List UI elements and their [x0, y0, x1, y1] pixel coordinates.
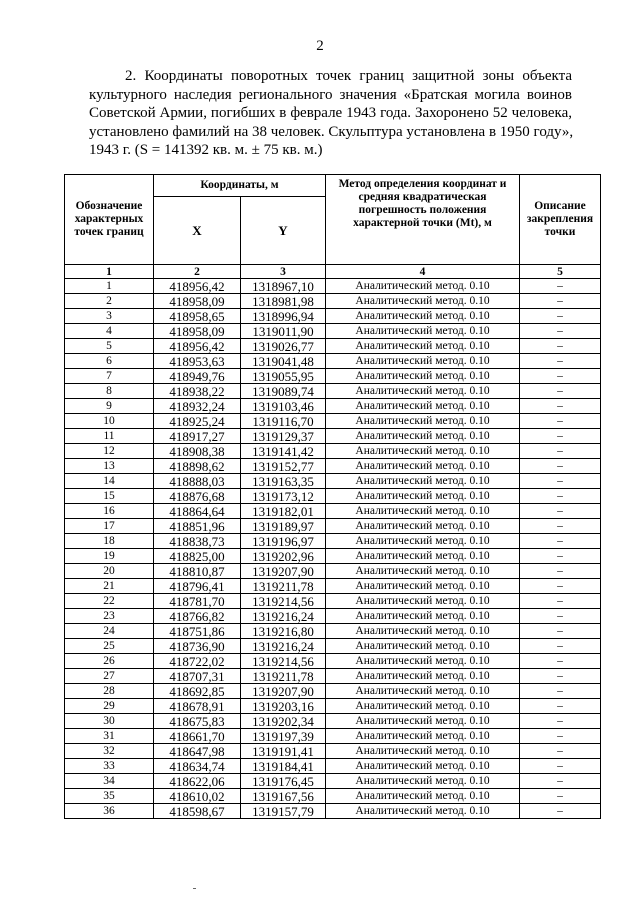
- method-cell: Аналитический метод. 0.10: [326, 564, 520, 579]
- paragraph-line: 2. Координаты поворотных точек границ защитной зоны объекта: [125, 68, 572, 84]
- description-cell: –: [520, 399, 601, 414]
- header-description: Описание закрепления точки: [520, 175, 601, 265]
- column-number: 1: [65, 265, 154, 279]
- point-number-cell: 1: [65, 279, 154, 294]
- point-number-cell: 26: [65, 654, 154, 669]
- description-cell: –: [520, 699, 601, 714]
- table-row: [65, 654, 601, 669]
- method-cell: Аналитический метод. 0.10: [326, 354, 520, 369]
- table-row: [65, 729, 601, 744]
- description-cell: –: [520, 459, 601, 474]
- y-coordinate-cell: 1319141,42: [241, 444, 326, 459]
- point-number-cell: 11: [65, 429, 154, 444]
- description-cell: –: [520, 414, 601, 429]
- x-coordinate-cell: 418953,63: [154, 354, 241, 369]
- y-coordinate-cell: 1319167,56: [241, 789, 326, 804]
- coordinates-table: [64, 174, 601, 819]
- y-coordinate-cell: 1319197,39: [241, 729, 326, 744]
- header-coordinates: Координаты, м: [154, 175, 326, 197]
- method-cell: Аналитический метод. 0.10: [326, 459, 520, 474]
- y-coordinate-cell: 1319103,46: [241, 399, 326, 414]
- description-cell: –: [520, 474, 601, 489]
- method-cell: Аналитический метод. 0.10: [326, 579, 520, 594]
- point-number-cell: 25: [65, 639, 154, 654]
- x-coordinate-cell: 418678,91: [154, 699, 241, 714]
- x-coordinate-cell: 418661,70: [154, 729, 241, 744]
- description-cell: –: [520, 804, 601, 819]
- x-coordinate-cell: 418949,76: [154, 369, 241, 384]
- description-cell: –: [520, 369, 601, 384]
- point-number-cell: 20: [65, 564, 154, 579]
- y-coordinate-cell: 1319202,96: [241, 549, 326, 564]
- method-cell: Аналитический метод. 0.10: [326, 594, 520, 609]
- table-row: [65, 384, 601, 399]
- table-row: [65, 624, 601, 639]
- method-cell: Аналитический метод. 0.10: [326, 519, 520, 534]
- table-row: [65, 489, 601, 504]
- method-cell: Аналитический метод. 0.10: [326, 669, 520, 684]
- method-cell: Аналитический метод. 0.10: [326, 309, 520, 324]
- point-number-cell: 10: [65, 414, 154, 429]
- description-cell: –: [520, 339, 601, 354]
- description-cell: –: [520, 354, 601, 369]
- y-coordinate-cell: 1319203,16: [241, 699, 326, 714]
- table-row: [65, 549, 601, 564]
- method-cell: Аналитический метод. 0.10: [326, 774, 520, 789]
- table-row: [65, 639, 601, 654]
- table-row: [65, 714, 601, 729]
- method-cell: Аналитический метод. 0.10: [326, 294, 520, 309]
- description-cell: –: [520, 579, 601, 594]
- point-number-cell: 9: [65, 399, 154, 414]
- x-coordinate-cell: 418898,62: [154, 459, 241, 474]
- x-coordinate-cell: 418956,42: [154, 279, 241, 294]
- method-cell: Аналитический метод. 0.10: [326, 504, 520, 519]
- column-number: 5: [520, 265, 601, 279]
- x-coordinate-cell: 418864,64: [154, 504, 241, 519]
- x-coordinate-cell: 418810,87: [154, 564, 241, 579]
- point-number-cell: 8: [65, 384, 154, 399]
- y-coordinate-cell: 1319163,35: [241, 474, 326, 489]
- point-number-cell: 13: [65, 459, 154, 474]
- point-number-cell: 5: [65, 339, 154, 354]
- description-cell: –: [520, 729, 601, 744]
- description-cell: –: [520, 504, 601, 519]
- column-number: 4: [326, 265, 520, 279]
- table-row: [65, 354, 601, 369]
- method-cell: Аналитический метод. 0.10: [326, 369, 520, 384]
- y-coordinate-cell: 1319211,78: [241, 579, 326, 594]
- header-designation: Обозначение характерных точек границ: [65, 175, 154, 265]
- table-body: [65, 265, 601, 819]
- column-number: 3: [241, 265, 326, 279]
- section-paragraph: [89, 67, 572, 160]
- method-cell: Аналитический метод. 0.10: [326, 609, 520, 624]
- method-cell: Аналитический метод. 0.10: [326, 384, 520, 399]
- point-number-cell: 17: [65, 519, 154, 534]
- page-number: 2: [316, 38, 324, 54]
- y-coordinate-cell: 1319214,56: [241, 654, 326, 669]
- point-number-cell: 12: [65, 444, 154, 459]
- point-number-cell: 2: [65, 294, 154, 309]
- table-row: [65, 519, 601, 534]
- description-cell: –: [520, 714, 601, 729]
- x-coordinate-cell: 418781,70: [154, 594, 241, 609]
- y-coordinate-cell: 1319182,01: [241, 504, 326, 519]
- x-coordinate-cell: 418888,03: [154, 474, 241, 489]
- x-coordinate-cell: 418851,96: [154, 519, 241, 534]
- point-number-cell: 24: [65, 624, 154, 639]
- table-row: [65, 414, 601, 429]
- description-cell: –: [520, 684, 601, 699]
- column-number: 2: [154, 265, 241, 279]
- header-method-text: Метод определения координат и средняя квадратическая погрешность положения характерной точки (Mt), м: [338, 178, 507, 229]
- point-number-cell: 27: [65, 669, 154, 684]
- x-coordinate-cell: 418838,73: [154, 534, 241, 549]
- table-row: [65, 699, 601, 714]
- description-cell: –: [520, 744, 601, 759]
- paragraph-line: установлено фамилий на 38 человек. Скульптура установлена в 1950 году»,: [89, 123, 574, 140]
- method-cell: Аналитический метод. 0.10: [326, 534, 520, 549]
- y-coordinate-cell: 1319216,24: [241, 639, 326, 654]
- point-number-cell: 36: [65, 804, 154, 819]
- table-row: [65, 789, 601, 804]
- description-cell: –: [520, 639, 601, 654]
- method-cell: Аналитический метод. 0.10: [326, 429, 520, 444]
- point-number-cell: 32: [65, 744, 154, 759]
- method-cell: Аналитический метод. 0.10: [326, 654, 520, 669]
- method-cell: Аналитический метод. 0.10: [326, 729, 520, 744]
- method-cell: Аналитический метод. 0.10: [326, 714, 520, 729]
- table-row: [65, 774, 601, 789]
- table-row: [65, 459, 601, 474]
- table-row: [65, 564, 601, 579]
- description-cell: –: [520, 444, 601, 459]
- column-number-row: [65, 265, 601, 279]
- table-row: [65, 294, 601, 309]
- method-cell: Аналитический метод. 0.10: [326, 414, 520, 429]
- method-cell: Аналитический метод. 0.10: [326, 639, 520, 654]
- description-cell: –: [520, 669, 601, 684]
- point-number-cell: 22: [65, 594, 154, 609]
- scan-mark: [193, 888, 196, 889]
- paragraph-line: 1943 г. (S = 141392 кв. м. ± 75 кв. м.): [89, 142, 323, 159]
- y-coordinate-cell: 1319191,41: [241, 744, 326, 759]
- method-cell: Аналитический метод. 0.10: [326, 489, 520, 504]
- description-cell: –: [520, 624, 601, 639]
- x-coordinate-cell: 418956,42: [154, 339, 241, 354]
- paragraph-line: культурного наследия регионального значения «Братская могила воинов: [89, 86, 572, 103]
- point-number-cell: 31: [65, 729, 154, 744]
- table-row: [65, 369, 601, 384]
- header-x: X: [154, 197, 241, 265]
- x-coordinate-cell: 418622,06: [154, 774, 241, 789]
- description-cell: –: [520, 519, 601, 534]
- y-coordinate-cell: 1319041,48: [241, 354, 326, 369]
- description-cell: –: [520, 324, 601, 339]
- point-number-cell: 19: [65, 549, 154, 564]
- description-cell: –: [520, 609, 601, 624]
- y-coordinate-cell: 1319116,70: [241, 414, 326, 429]
- table-row: [65, 609, 601, 624]
- point-number-cell: 14: [65, 474, 154, 489]
- point-number-cell: 16: [65, 504, 154, 519]
- header-y: Y: [241, 197, 326, 265]
- x-coordinate-cell: 418876,68: [154, 489, 241, 504]
- point-number-cell: 23: [65, 609, 154, 624]
- method-cell: Аналитический метод. 0.10: [326, 699, 520, 714]
- y-coordinate-cell: 1319214,56: [241, 594, 326, 609]
- table-row: [65, 744, 601, 759]
- y-coordinate-cell: 1319211,78: [241, 669, 326, 684]
- x-coordinate-cell: 418707,31: [154, 669, 241, 684]
- point-number-cell: 28: [65, 684, 154, 699]
- x-coordinate-cell: 418938,22: [154, 384, 241, 399]
- description-cell: –: [520, 534, 601, 549]
- y-coordinate-cell: 1319196,97: [241, 534, 326, 549]
- method-cell: Аналитический метод. 0.10: [326, 624, 520, 639]
- x-coordinate-cell: 418825,00: [154, 549, 241, 564]
- header-method: [326, 175, 520, 265]
- y-coordinate-cell: 1319216,24: [241, 609, 326, 624]
- method-cell: Аналитический метод. 0.10: [326, 339, 520, 354]
- y-coordinate-cell: 1319207,90: [241, 564, 326, 579]
- description-cell: –: [520, 759, 601, 774]
- y-coordinate-cell: 1318967,10: [241, 279, 326, 294]
- point-number-cell: 15: [65, 489, 154, 504]
- table-row: [65, 339, 601, 354]
- method-cell: Аналитический метод. 0.10: [326, 444, 520, 459]
- y-coordinate-cell: 1319157,79: [241, 804, 326, 819]
- description-cell: –: [520, 654, 601, 669]
- point-number-cell: 3: [65, 309, 154, 324]
- y-coordinate-cell: 1319202,34: [241, 714, 326, 729]
- description-cell: –: [520, 384, 601, 399]
- table-row: [65, 429, 601, 444]
- y-coordinate-cell: 1319176,45: [241, 774, 326, 789]
- x-coordinate-cell: 418598,67: [154, 804, 241, 819]
- x-coordinate-cell: 418736,90: [154, 639, 241, 654]
- x-coordinate-cell: 418796,41: [154, 579, 241, 594]
- description-cell: –: [520, 279, 601, 294]
- x-coordinate-cell: 418634,74: [154, 759, 241, 774]
- point-number-cell: 33: [65, 759, 154, 774]
- table-row: [65, 684, 601, 699]
- table-row: [65, 444, 601, 459]
- x-coordinate-cell: 418958,65: [154, 309, 241, 324]
- description-cell: –: [520, 789, 601, 804]
- y-coordinate-cell: 1319026,77: [241, 339, 326, 354]
- method-cell: Аналитический метод. 0.10: [326, 804, 520, 819]
- y-coordinate-cell: 1318981,98: [241, 294, 326, 309]
- point-number-cell: 7: [65, 369, 154, 384]
- method-cell: Аналитический метод. 0.10: [326, 549, 520, 564]
- x-coordinate-cell: 418925,24: [154, 414, 241, 429]
- method-cell: Аналитический метод. 0.10: [326, 789, 520, 804]
- y-coordinate-cell: 1319011,90: [241, 324, 326, 339]
- table-row: [65, 324, 601, 339]
- y-coordinate-cell: 1319184,41: [241, 759, 326, 774]
- description-cell: –: [520, 549, 601, 564]
- table-row: [65, 594, 601, 609]
- method-cell: Аналитический метод. 0.10: [326, 744, 520, 759]
- method-cell: Аналитический метод. 0.10: [326, 324, 520, 339]
- point-number-cell: 34: [65, 774, 154, 789]
- x-coordinate-cell: 418958,09: [154, 324, 241, 339]
- point-number-cell: 30: [65, 714, 154, 729]
- x-coordinate-cell: 418908,38: [154, 444, 241, 459]
- point-number-cell: 4: [65, 324, 154, 339]
- point-number-cell: 35: [65, 789, 154, 804]
- table-row: [65, 474, 601, 489]
- method-cell: Аналитический метод. 0.10: [326, 399, 520, 414]
- table-row: [65, 309, 601, 324]
- y-coordinate-cell: 1318996,94: [241, 309, 326, 324]
- description-cell: –: [520, 294, 601, 309]
- table-row: [65, 669, 601, 684]
- table-row: [65, 804, 601, 819]
- x-coordinate-cell: 418766,82: [154, 609, 241, 624]
- point-number-cell: 18: [65, 534, 154, 549]
- x-coordinate-cell: 418751,86: [154, 624, 241, 639]
- y-coordinate-cell: 1319129,37: [241, 429, 326, 444]
- y-coordinate-cell: 1319055,95: [241, 369, 326, 384]
- point-number-cell: 21: [65, 579, 154, 594]
- y-coordinate-cell: 1319173,12: [241, 489, 326, 504]
- x-coordinate-cell: 418958,09: [154, 294, 241, 309]
- method-cell: Аналитический метод. 0.10: [326, 759, 520, 774]
- x-coordinate-cell: 418692,85: [154, 684, 241, 699]
- table-row: [65, 534, 601, 549]
- method-cell: Аналитический метод. 0.10: [326, 684, 520, 699]
- table-row: [65, 504, 601, 519]
- description-cell: –: [520, 594, 601, 609]
- x-coordinate-cell: 418647,98: [154, 744, 241, 759]
- description-cell: –: [520, 429, 601, 444]
- x-coordinate-cell: 418722,02: [154, 654, 241, 669]
- x-coordinate-cell: 418675,83: [154, 714, 241, 729]
- table-row: [65, 759, 601, 774]
- method-cell: Аналитический метод. 0.10: [326, 279, 520, 294]
- y-coordinate-cell: 1319152,77: [241, 459, 326, 474]
- table-row: [65, 279, 601, 294]
- x-coordinate-cell: 418610,02: [154, 789, 241, 804]
- description-cell: –: [520, 774, 601, 789]
- y-coordinate-cell: 1319189,97: [241, 519, 326, 534]
- x-coordinate-cell: 418932,24: [154, 399, 241, 414]
- paragraph-line: Советской Армии, погибших в феврале 1943 года. Захоронено 52 человека,: [89, 105, 572, 122]
- y-coordinate-cell: 1319207,90: [241, 684, 326, 699]
- description-cell: –: [520, 489, 601, 504]
- table-row: [65, 399, 601, 414]
- table-row: [65, 579, 601, 594]
- point-number-cell: 29: [65, 699, 154, 714]
- y-coordinate-cell: 1319089,74: [241, 384, 326, 399]
- y-coordinate-cell: 1319216,80: [241, 624, 326, 639]
- point-number-cell: 6: [65, 354, 154, 369]
- description-cell: –: [520, 564, 601, 579]
- x-coordinate-cell: 418917,27: [154, 429, 241, 444]
- method-cell: Аналитический метод. 0.10: [326, 474, 520, 489]
- description-cell: –: [520, 309, 601, 324]
